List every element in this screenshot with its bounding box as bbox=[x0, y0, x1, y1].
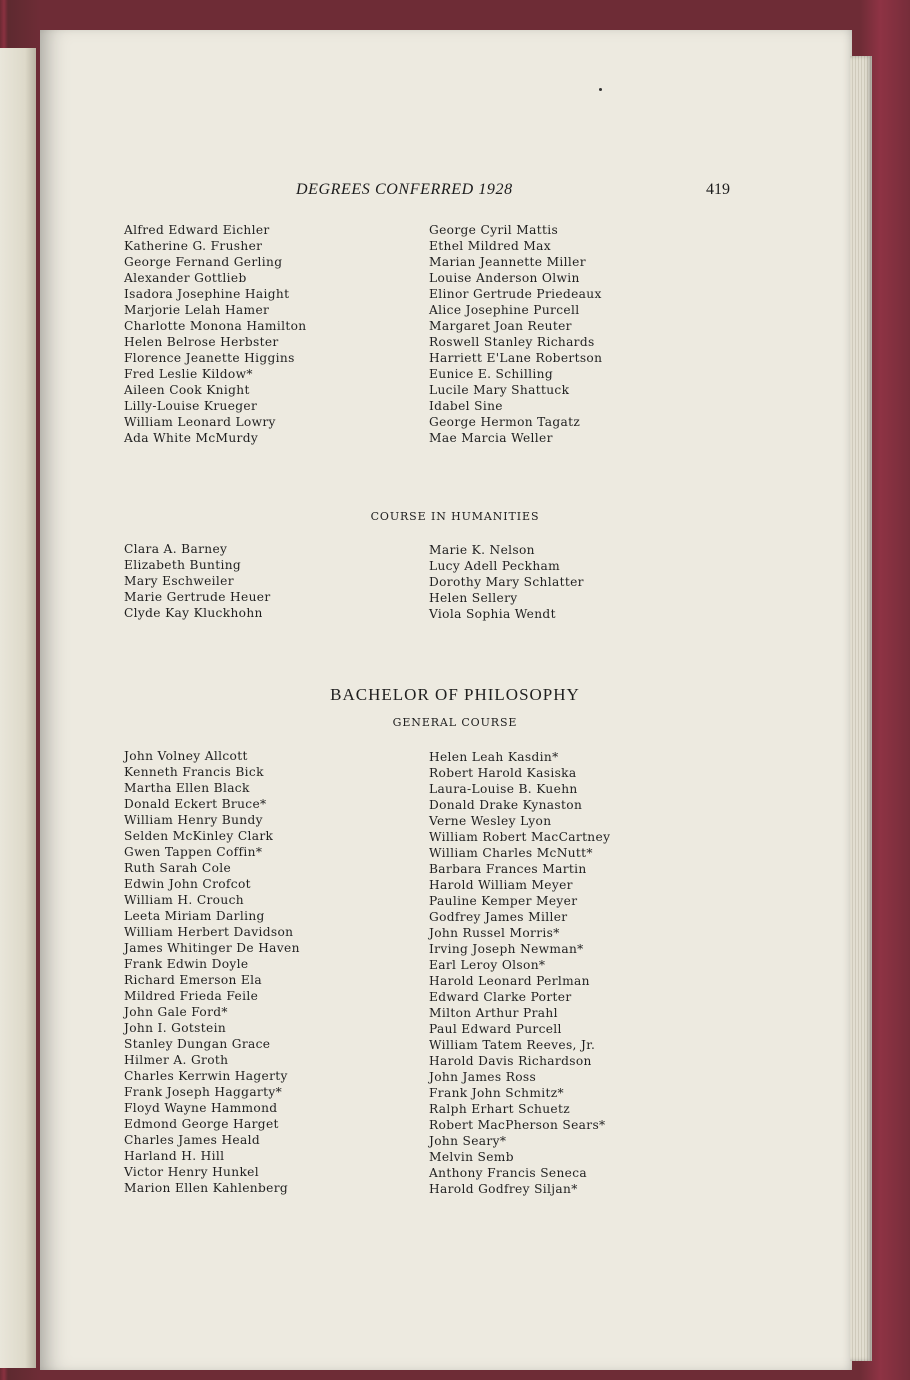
list-item: Stanley Dungan Grace bbox=[124, 1037, 271, 1051]
list-item: Marjorie Lelah Hamer bbox=[124, 303, 270, 317]
list-item: Ada White McMurdy bbox=[124, 431, 259, 445]
humanities-list-left bbox=[124, 541, 271, 621]
list-item: Harold Godfrey Siljan* bbox=[429, 1182, 578, 1196]
list-item: John James Ross bbox=[429, 1070, 537, 1084]
list-item: Helen Leah Kasdin* bbox=[429, 750, 559, 764]
section-title-philosophy: BACHELOR OF PHILOSOPHY bbox=[330, 685, 580, 704]
section-heading-humanities: COURSE IN HUMANITIES bbox=[370, 510, 540, 523]
list-item: Floyd Wayne Hammond bbox=[124, 1101, 278, 1115]
list-item: Frank John Schmitz* bbox=[429, 1086, 564, 1100]
list-item: Harold Davis Richardson bbox=[429, 1054, 592, 1068]
list-item: Robert MacPherson Sears* bbox=[429, 1118, 606, 1132]
list-item: Louise Anderson Olwin bbox=[429, 271, 580, 285]
list-item: Selden McKinley Clark bbox=[124, 829, 274, 843]
list-item: Hilmer A. Groth bbox=[124, 1053, 229, 1067]
list-item: Eunice E. Schilling bbox=[429, 367, 553, 381]
list-item: Katherine G. Frusher bbox=[124, 239, 263, 253]
list-item: Alfred Edward Eichler bbox=[124, 223, 270, 237]
list-item: John Gale Ford* bbox=[124, 1005, 228, 1019]
list-item: Marian Jeannette Miller bbox=[429, 255, 586, 269]
list-item: Irving Joseph Newman* bbox=[429, 942, 584, 956]
list-item: Edward Clarke Porter bbox=[429, 990, 572, 1004]
list-item: Isadora Josephine Haight bbox=[124, 287, 290, 301]
list-item: William Charles McNutt* bbox=[429, 846, 593, 860]
list-item: Ethel Mildred Max bbox=[429, 239, 551, 253]
list-item: William Robert MacCartney bbox=[429, 830, 611, 844]
list-item: Ruth Sarah Cole bbox=[124, 861, 232, 875]
list-item: Donald Drake Kynaston bbox=[429, 798, 583, 812]
section-subheading-general-course: GENERAL COURSE bbox=[392, 716, 518, 729]
list-item: Ralph Erhart Schuetz bbox=[429, 1102, 570, 1116]
list-item: Marion Ellen Kahlenberg bbox=[124, 1181, 289, 1195]
list-item: Harold Leonard Perlman bbox=[429, 974, 590, 988]
list-item: Mae Marcia Weller bbox=[429, 431, 553, 445]
list-item: Earl Leroy Olson* bbox=[429, 958, 546, 972]
list-item: Helen Sellery bbox=[429, 591, 518, 605]
list-item: Mary Eschweiler bbox=[124, 574, 234, 588]
list-item: William Leonard Lowry bbox=[124, 415, 276, 429]
list-item: Clara A. Barney bbox=[124, 542, 228, 556]
list-item: Donald Eckert Bruce* bbox=[124, 797, 267, 811]
list-item: Florence Jeanette Higgins bbox=[124, 351, 295, 365]
list-item: George Hermon Tagatz bbox=[429, 415, 581, 429]
list-item: Harland H. Hill bbox=[124, 1149, 225, 1163]
list-item: Charles Kerrwin Hagerty bbox=[124, 1069, 288, 1083]
list-item: Lucile Mary Shattuck bbox=[429, 383, 570, 397]
list-item: Frank Edwin Doyle bbox=[124, 957, 249, 971]
list-item: Alice Josephine Purcell bbox=[429, 303, 580, 317]
list-item: Richard Emerson Ela bbox=[124, 973, 263, 987]
list-item: Frank Joseph Haggarty* bbox=[124, 1085, 283, 1099]
list-item: William Herbert Davidson bbox=[124, 925, 294, 939]
list-item: Gwen Tappen Coffin* bbox=[124, 845, 263, 859]
list-item: William Henry Bundy bbox=[124, 813, 263, 827]
list-item: Charlotte Monona Hamilton bbox=[124, 319, 307, 333]
list-item: Milton Arthur Prahl bbox=[429, 1006, 558, 1020]
list-item: Clyde Kay Kluckhohn bbox=[124, 606, 263, 620]
list-item: George Fernand Gerling bbox=[124, 255, 283, 269]
philosophy-list-left bbox=[124, 748, 300, 1196]
list-item: Viola Sophia Wendt bbox=[429, 607, 556, 621]
list-item: Edmond George Harget bbox=[124, 1117, 279, 1131]
list-item: Marie K. Nelson bbox=[429, 543, 535, 557]
list-item: Elizabeth Bunting bbox=[124, 558, 242, 572]
list-item: Paul Edward Purcell bbox=[429, 1022, 562, 1036]
list-item: Idabel Sine bbox=[429, 399, 503, 413]
list-item: Verne Wesley Lyon bbox=[429, 814, 552, 828]
list-item: John I. Gotstein bbox=[124, 1021, 227, 1035]
list-item: John Russel Morris* bbox=[429, 926, 560, 940]
list-item: John Volney Allcott bbox=[124, 749, 248, 763]
list-item: Pauline Kemper Meyer bbox=[429, 894, 578, 908]
paper-speck bbox=[599, 88, 602, 91]
list-item: Martha Ellen Black bbox=[124, 781, 250, 795]
list-item: Kenneth Francis Bick bbox=[124, 765, 264, 779]
list-item: Margaret Joan Reuter bbox=[429, 319, 572, 333]
list-item: Laura-Louise B. Kuehn bbox=[429, 782, 578, 796]
list-item: Roswell Stanley Richards bbox=[429, 335, 595, 349]
list-item: Harold William Meyer bbox=[429, 878, 573, 892]
list-item: Godfrey James Miller bbox=[429, 910, 568, 924]
list-item: Lilly-Louise Krueger bbox=[124, 399, 258, 413]
list-item: James Whitinger De Haven bbox=[124, 941, 300, 955]
list-item: Robert Harold Kasiska bbox=[429, 766, 577, 780]
list-item: Alexander Gottlieb bbox=[124, 271, 247, 285]
list-item: Elinor Gertrude Priedeaux bbox=[429, 287, 602, 301]
list-item: Fred Leslie Kildow* bbox=[124, 367, 253, 381]
list-item: Mildred Frieda Feile bbox=[124, 989, 259, 1003]
page-edges bbox=[850, 56, 872, 1361]
list-item: Barbara Frances Martin bbox=[429, 862, 587, 876]
list-item: Lucy Adell Peckham bbox=[429, 559, 561, 573]
list-item: George Cyril Mattis bbox=[429, 223, 559, 237]
page-number: 419 bbox=[706, 181, 730, 198]
list-item: Marie Gertrude Heuer bbox=[124, 590, 271, 604]
list-item: Victor Henry Hunkel bbox=[124, 1165, 259, 1179]
name-list-left bbox=[124, 222, 306, 446]
list-item: William Tatem Reeves, Jr. bbox=[429, 1038, 596, 1052]
list-item: Helen Belrose Herbster bbox=[124, 335, 279, 349]
philosophy-list-right bbox=[429, 749, 610, 1197]
list-item: Dorothy Mary Schlatter bbox=[429, 575, 584, 589]
list-item: Melvin Semb bbox=[429, 1150, 514, 1164]
facing-page-edge bbox=[0, 48, 36, 1368]
name-list-right bbox=[429, 222, 602, 446]
list-item: John Seary* bbox=[429, 1134, 507, 1148]
list-item: Charles James Heald bbox=[124, 1133, 261, 1147]
list-item: Anthony Francis Seneca bbox=[429, 1166, 588, 1180]
list-item: Leeta Miriam Darling bbox=[124, 909, 265, 923]
list-item: Harriett E'Lane Robertson bbox=[429, 351, 603, 365]
humanities-list-right bbox=[429, 542, 584, 622]
list-item: Aileen Cook Knight bbox=[124, 383, 250, 397]
running-header: DEGREES CONFERRED 1928 bbox=[296, 181, 513, 198]
list-item: Edwin John Crofcot bbox=[124, 877, 251, 891]
list-item: William H. Crouch bbox=[124, 893, 244, 907]
